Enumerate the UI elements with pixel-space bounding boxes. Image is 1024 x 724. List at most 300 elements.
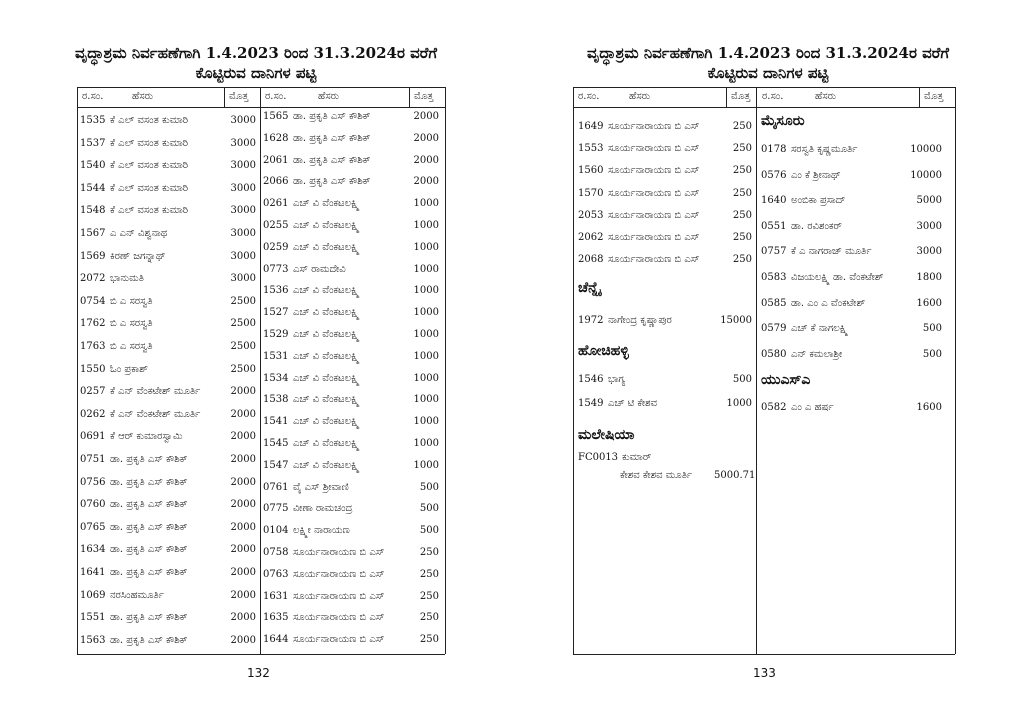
- donor-code: 0104: [263, 525, 289, 537]
- donor-amount: 1000: [726, 398, 752, 409]
- table-row: [263, 220, 439, 234]
- donor-code: 1538: [263, 394, 289, 406]
- donor-code: 0261: [263, 198, 289, 210]
- donor-code: 1551: [80, 612, 106, 624]
- table-row: [80, 477, 256, 491]
- donor-code: 1541: [263, 416, 289, 428]
- donor-amount: 2500: [230, 295, 256, 307]
- donor-name: ವಿಜಯಲಕ್ಷ್ಮಿ ಡಾ. ವೆಂಕಟೇಶ್: [791, 272, 884, 283]
- donor-code: 2072: [80, 273, 106, 285]
- donor-name: ಎಚ್ ಟಿ ಕೇಶವ: [608, 398, 658, 409]
- donor-amount: 3000: [230, 115, 256, 126]
- donor-amount: 250: [732, 232, 752, 243]
- donor-amount: 250: [732, 209, 752, 221]
- header-name: ಹೆಸರು: [815, 91, 837, 102]
- donor-name: ಡಾ. ಪ್ರಕೃತಿ ಎಸ್ ಕೌಶಿಕ್: [110, 634, 188, 646]
- donor-code: 1550: [80, 363, 106, 375]
- donor-amount: 3000: [230, 273, 256, 285]
- table-row: [761, 170, 942, 184]
- table-row: [263, 285, 439, 299]
- donor-code: 1531: [263, 350, 289, 362]
- header-amount: ಮೊತ್ತ: [414, 91, 434, 102]
- donor-name: ಎಚ್ ವಿ ವೆಂಕಟಲಕ್ಷ್ಮಿ: [293, 198, 360, 210]
- donor-amount: 250: [732, 121, 752, 132]
- header-code: ರ.ಸಂ.: [82, 91, 104, 102]
- table-row: [578, 315, 752, 329]
- donor-code: 1527: [263, 307, 289, 319]
- donor-amount: 3000: [230, 228, 256, 239]
- donor-code: 1553: [578, 143, 604, 155]
- page-number: 133: [753, 666, 776, 680]
- donor-code: 2053: [578, 209, 604, 221]
- donor-amount: 250: [419, 612, 439, 624]
- donor-code: 1547: [263, 459, 289, 471]
- table-row: [263, 307, 439, 321]
- donor-amount: 1000: [413, 285, 439, 297]
- donor-name: ಎಚ್ ವಿ ವೆಂಕಟಲಕ್ಷ್ಮಿ: [293, 350, 360, 362]
- table-row: [80, 296, 256, 310]
- donor-code: 0582: [761, 402, 787, 413]
- donor-amount: 1000: [413, 329, 439, 340]
- donor-code: 2066: [263, 176, 289, 188]
- table-row: [80, 318, 256, 332]
- table-row: [80, 635, 256, 649]
- donor-amount: 2500: [230, 341, 256, 352]
- table-row: [263, 198, 439, 212]
- donor-amount: 1000: [413, 350, 439, 362]
- table-row: [263, 394, 439, 408]
- header-amount: ಮೊತ್ತ: [924, 91, 944, 102]
- table-row: [80, 544, 256, 558]
- donor-code: 1634: [80, 544, 106, 556]
- donor-name: ಎ ಎನ್ ವಿಶ್ವನಾಥ: [110, 228, 168, 239]
- table-row: [761, 402, 942, 416]
- table-row: [263, 133, 439, 147]
- table-row: [80, 228, 256, 242]
- donor-code: 0178: [761, 144, 787, 155]
- table-row: [263, 242, 439, 256]
- donor-amount: 1000: [413, 416, 439, 428]
- donor-code: 1529: [263, 329, 289, 340]
- donor-amount: 3000: [230, 182, 256, 194]
- donor-name: ಎನ್ ಕಮಲಾಶ್ರೀ: [791, 348, 843, 360]
- donor-name: ಲಕ್ಷ್ಮೀ ನಾರಾಯಣ: [293, 525, 350, 537]
- table-row: [80, 454, 256, 468]
- donor-name: ಓಂ ಪ್ರಕಾಶ್: [110, 363, 148, 375]
- table-row: [578, 143, 752, 157]
- donor-name: ಬಿ ಎ ಸರಸ್ವತಿ: [110, 318, 153, 330]
- donor-code: 0585: [761, 297, 787, 309]
- header-amount: ಮೊತ್ತ: [229, 91, 249, 102]
- donor-amount: 2500: [230, 363, 256, 375]
- donor-amount: 3000: [230, 205, 256, 217]
- donor-name: ಸೂರ್ಯನಾರಾಯಣ ಬಿ ಎಸ್: [293, 547, 385, 558]
- donor-amount: 500: [419, 481, 439, 493]
- table-row: [80, 522, 256, 536]
- section-heading-mysore: ಮೈಸೂರು: [761, 113, 805, 129]
- donor-name: ಎಚ್ ಕೆ ನಾಗಲಕ್ಷ್ಮಿ: [791, 323, 849, 335]
- donor-amount: 1000: [413, 198, 439, 210]
- section-heading-hochihalli: ಹೋಚಿಹಳ್ಳಿ: [578, 343, 629, 359]
- donor-code: 1649: [578, 121, 604, 132]
- table-top-rule: [77, 87, 445, 88]
- donor-name: ಕೆ ಎಲ್ ವಸಂತ ಕುಮಾರಿ: [110, 137, 189, 149]
- donor-name: ಕಿರಣ್ ಜಗನ್ನಾಥ್: [110, 250, 166, 262]
- table-row: [578, 121, 752, 135]
- donor-name: ಕುಮಾರ್: [622, 452, 652, 463]
- donor-amount: 500: [922, 348, 942, 360]
- donor-name: ಡಾ. ರವಿಶಂಕರ್: [791, 220, 842, 232]
- donor-code: 2062: [578, 232, 604, 243]
- table-row: [263, 111, 439, 125]
- donor-amount: 3000: [916, 246, 942, 258]
- table-row: [761, 246, 942, 260]
- table-header-rule: [77, 107, 445, 108]
- donor-name: ಸೂರ್ಯನಾರಾಯಣ ಬಿ ಎಸ್: [608, 121, 700, 132]
- donor-name: ಡಾ. ಪ್ರಕೃತಿ ಎಸ್ ಕೌಶಿಕ್: [110, 454, 188, 465]
- donor-amount: 500: [732, 374, 752, 385]
- donor-code: 1972: [578, 315, 604, 326]
- table-row: [80, 364, 256, 378]
- donor-name: ಡಾ. ಪ್ರಕೃತಿ ಎಸ್ ಕೌಶಿಕ್: [110, 544, 188, 556]
- table-row: [263, 547, 439, 561]
- donor-amount: 500: [419, 503, 439, 515]
- donor-code: 0583: [761, 272, 787, 283]
- table-row: [263, 591, 439, 605]
- donor-code: 0760: [80, 499, 106, 511]
- header-divider: [919, 87, 920, 107]
- donor-code: 1537: [80, 137, 106, 149]
- donor-name: ಬಿ ಎ ಸರಸ್ವತಿ: [110, 341, 153, 352]
- donor-name: ಎಂ ಎ ಹರ್ಷ: [791, 402, 834, 413]
- section-heading-malaysia: ಮಲೇಷಿಯಾ: [578, 427, 635, 443]
- table-row: [80, 567, 256, 581]
- donor-code: 1548: [80, 205, 106, 217]
- donor-code: 1762: [80, 318, 106, 330]
- donor-name: ಡಾ. ಪ್ರಕೃತಿ ಎಸ್ ಕೌಶಿಕ್: [293, 111, 371, 122]
- table-row: [80, 160, 256, 174]
- donor-name: ಎಚ್ ವಿ ವೆಂಕಟಲಕ್ಷ್ಮಿ: [293, 459, 360, 471]
- table-row: [80, 431, 256, 445]
- donor-amount: 1000: [413, 263, 439, 275]
- page-title: ವೃದ್ಧಾಶ್ರಮ ನಿರ್ವಹಣೆಗಾಗಿ 1.4.2023 ರಿಂದ 31.3.2024ರ ವರೆಗೆ: [586, 44, 950, 62]
- donor-amount: 2000: [230, 408, 256, 420]
- table-row: [263, 525, 439, 539]
- donor-name: ಅಂಬಿಕಾ ಪ್ರಸಾದ್: [791, 195, 846, 207]
- header-code: ರ.ಸಂ.: [762, 91, 784, 102]
- donor-code: 0751: [80, 454, 106, 465]
- table-row: [761, 298, 942, 312]
- donor-amount: 2000: [230, 521, 256, 533]
- donor-code: 0756: [80, 476, 106, 488]
- donor-name: ಕೆ ಎ ನಾಗರಾಜ್ ಮೂರ್ತಿ: [791, 246, 872, 258]
- donor-code: 0763: [263, 568, 289, 580]
- table-row: [578, 210, 752, 224]
- table-left-border: [573, 87, 574, 654]
- donor-code: 0551: [761, 220, 787, 232]
- donor-code: 1628: [263, 132, 289, 144]
- donor-name: ಡಾ. ಪ್ರಕೃತಿ ಎಸ್ ಕೌಶಿಕ್: [293, 154, 371, 166]
- table-row: [263, 176, 439, 190]
- page-subtitle: ಕೊಟ್ಟಿರುವ ದಾನಿಗಳ ಪಟ್ಟಿ: [195, 64, 317, 82]
- donor-name: ಡಾ. ಪ್ರಕೃತಿ ಎಸ್ ಕೌಶಿಕ್: [110, 499, 188, 511]
- donor-name: ಡಾ. ಪ್ರಕೃತಿ ಎಸ್ ಕೌಶಿಕ್: [110, 612, 188, 624]
- table-row: [578, 254, 752, 268]
- donor-amount: 500: [419, 525, 439, 537]
- table-row: [80, 115, 256, 129]
- donor-name: ಎಚ್ ವಿ ವೆಂಕಟಲಕ್ಷ್ಮಿ: [293, 329, 360, 340]
- header-divider: [224, 87, 225, 107]
- donor-amount: 250: [419, 547, 439, 558]
- donor-amount: 1600: [916, 297, 942, 309]
- donor-amount: 2000: [230, 634, 256, 646]
- donor-code: 2068: [578, 254, 604, 266]
- table-row: [263, 329, 439, 343]
- table-row: [761, 349, 942, 363]
- donor-amount: 250: [419, 590, 439, 602]
- table-row: [263, 569, 439, 583]
- donor-code: 1535: [80, 115, 106, 126]
- donor-amount: 2000: [413, 154, 439, 166]
- table-row: [761, 323, 942, 337]
- page-title: ವೃದ್ಧಾಶ್ರಮ ನಿರ್ವಹಣೆಗಾಗಿ 1.4.2023 ರಿಂದ 31.3.2024ರ ವರೆಗೆ: [74, 44, 438, 62]
- header-name: ಹೆಸರು: [132, 91, 154, 102]
- donor-name: ಎಸ್ ರಾಮದೇವಿ: [293, 263, 346, 275]
- donor-code: 1549: [578, 398, 604, 409]
- donor-name: ಬಿ ಎ ಸರಸ್ವತಿ: [110, 295, 153, 307]
- donor-name: ಸೂರ್ಯನಾರಾಯಣ ಬಿ ಎಸ್: [608, 187, 700, 199]
- table-row: [761, 195, 942, 209]
- donor-name: ಕೆ ಎನ್ ವೆಂಕಟೇಶ್ ಮೂರ್ತಿ: [110, 386, 201, 398]
- table-row: [263, 264, 439, 278]
- table-row: [80, 590, 256, 604]
- table-row: [80, 612, 256, 626]
- donor-code: 0754: [80, 295, 106, 307]
- donor-code: 0758: [263, 547, 289, 558]
- donor-name: ಸೂರ್ಯನಾರಾಯಣ ಬಿ ಎಸ್: [293, 612, 385, 624]
- donor-name: ನಾಗೇಂದ್ರ ಕೃಷ್ಣಾಪುರ: [608, 315, 672, 326]
- donor-name: ಕೇಶವ ಕೇಶವ ಮೂರ್ತಿ: [620, 470, 693, 481]
- donor-name: ಸೂರ್ಯನಾರಾಯಣ ಬಿ ಎಸ್: [293, 634, 385, 646]
- donor-name: ಕೆ ಆರ್ ಕುಮಾರಸ್ವಾಮಿ: [110, 431, 183, 443]
- table-row: [80, 273, 256, 287]
- table-row: [578, 398, 752, 412]
- donor-code: 1567: [80, 228, 106, 239]
- header-amount: ಮೊತ್ತ: [731, 91, 751, 102]
- donor-code: 0259: [263, 241, 289, 253]
- donor-code: 0765: [80, 521, 106, 533]
- table-row: [80, 409, 256, 423]
- donor-code: 0255: [263, 220, 289, 231]
- donor-amount: 3000: [916, 220, 942, 232]
- table-row: [80, 183, 256, 197]
- donor-amount: 2000: [413, 111, 439, 122]
- donor-code: 1536: [263, 285, 289, 297]
- donor-code: 1069: [80, 589, 106, 601]
- donor-amount: 1000: [413, 307, 439, 319]
- donor-amount: 2000: [230, 454, 256, 465]
- table-row: [80, 205, 256, 219]
- donor-name: ಸೂರ್ಯನಾರಾಯಣ ಬಿ ಎಸ್: [293, 568, 385, 580]
- header-code: ರ.ಸಂ.: [265, 91, 287, 102]
- donor-amount: 1800: [916, 272, 942, 283]
- donor-name: ಡಾ. ಪ್ರಕೃತಿ ಎಸ್ ಕೌಶಿಕ್: [293, 132, 371, 144]
- table-row: [80, 251, 256, 265]
- donor-code: 0579: [761, 323, 787, 335]
- donor-code: 0576: [761, 169, 787, 181]
- table-row: [80, 386, 256, 400]
- donor-code: 1563: [80, 634, 106, 646]
- donor-amount: 1600: [916, 402, 942, 413]
- donor-name: ಸೂರ್ಯನಾರಾಯಣ ಬಿ ಎಸ್: [608, 232, 700, 243]
- donor-name: ಸೂರ್ಯನಾರಾಯಣ ಬಿ ಎಸ್: [293, 590, 385, 602]
- donor-code: 0773: [263, 263, 289, 275]
- section-heading-usa: ಯುಎಸ್ಎ: [761, 372, 811, 388]
- donor-name: ಕೆ ಎಲ್ ವಸಂತ ಕುಮಾರಿ: [110, 205, 189, 217]
- donor-amount: 250: [732, 165, 752, 177]
- donor-code: 0761: [263, 481, 289, 493]
- column-divider: [756, 87, 757, 654]
- donor-code: 1569: [80, 250, 106, 262]
- donor-name: ಎಚ್ ವಿ ವೆಂಕಟಲಕ್ಷ್ಮಿ: [293, 372, 360, 384]
- donor-amount: 1000: [413, 241, 439, 253]
- donor-name: ಕೆ ಎಲ್ ವಸಂತ ಕುಮಾರಿ: [110, 115, 189, 126]
- donor-code: 1540: [80, 160, 106, 172]
- donor-amount: 1000: [413, 459, 439, 471]
- donor-code: FC0013: [578, 452, 619, 463]
- table-row: [263, 351, 439, 365]
- donor-code: 1641: [80, 567, 106, 578]
- column-divider: [260, 87, 261, 654]
- donor-name: ಡಾ. ಪ್ರಕೃತಿ ಎಸ್ ಕೌಶಿಕ್: [293, 176, 371, 188]
- donor-name: ಡಾ. ಎಂ ಎ ವೆಂಕಟೇಶ್: [791, 297, 866, 309]
- donor-name: ಸೂರ್ಯನಾರಾಯಣ ಬಿ ಎಸ್: [608, 165, 700, 177]
- header-divider: [726, 87, 727, 107]
- donor-amount: 1000: [413, 372, 439, 384]
- header-code: ರ.ಸಂ.: [578, 91, 600, 102]
- donor-code: 1560: [578, 165, 604, 177]
- donor-amount: 250: [732, 187, 752, 199]
- donor-name: ಕೆ ಎಲ್ ವಸಂತ ಕುಮಾರಿ: [110, 160, 189, 172]
- donor-amount: 2000: [230, 589, 256, 601]
- donor-amount: 3000: [230, 250, 256, 262]
- table-right-border: [955, 87, 956, 654]
- table-row: [761, 144, 942, 158]
- donor-name: ಎಚ್ ವಿ ವೆಂಕಟಲಕ್ಷ್ಮಿ: [293, 220, 360, 231]
- donor-code: 0257: [80, 386, 106, 398]
- page-number: 132: [247, 666, 270, 680]
- donor-name: ಸೂರ್ಯನಾರಾಯಣ ಬಿ ಎಸ್: [608, 209, 700, 221]
- table-row: [80, 499, 256, 513]
- donor-amount: 2000: [413, 176, 439, 188]
- donor-amount: 2000: [230, 476, 256, 488]
- right-page: [512, 0, 1024, 724]
- donor-name: ಕೆ ಎನ್ ವೆಂಕಟೇಶ್ ಮೂರ್ತಿ: [110, 408, 201, 420]
- table-row: [578, 188, 752, 202]
- donor-amount: 250: [732, 143, 752, 155]
- donor-name: ವೀಣಾ ರಾಮಚಂದ್ರ: [293, 503, 353, 515]
- page-subtitle: ಕೊಟ್ಟಿರುವ ದಾನಿಗಳ ಪಟ್ಟಿ: [707, 64, 829, 82]
- table-row: [80, 138, 256, 152]
- donor-amount: 2000: [230, 544, 256, 556]
- donor-code: 1544: [80, 182, 106, 194]
- table-left-border: [77, 87, 78, 654]
- donor-name: ಭಾನುಮತಿ: [110, 273, 144, 285]
- table-row: [263, 634, 439, 648]
- donor-amount: 3000: [230, 137, 256, 149]
- donor-amount: 2000: [230, 431, 256, 443]
- table-bottom-rule: [77, 654, 445, 655]
- donor-amount: 10000: [910, 144, 942, 155]
- donor-name: ವೈ ಎಸ್ ಶ್ರೀವಾಣಿ: [293, 481, 349, 493]
- donor-name: ನರಸಿಂಹಮೂರ್ತಿ: [110, 589, 164, 601]
- donor-code: 1635: [263, 612, 289, 624]
- table-row: [263, 460, 439, 474]
- donor-name: ಎಂ ಕೆ ಶ್ರೀನಾಥ್: [791, 169, 841, 181]
- table-bottom-rule: [573, 654, 955, 655]
- donor-code: 1631: [263, 590, 289, 602]
- donor-name: ಎಚ್ ವಿ ವೆಂಕಟಲಕ್ಷ್ಮಿ: [293, 394, 360, 406]
- donor-name: ಎಚ್ ವಿ ವೆಂಕಟಲಕ್ಷ್ಮಿ: [293, 241, 360, 253]
- table-row: [761, 272, 942, 286]
- donor-code: 2061: [263, 154, 289, 166]
- section-heading-chennai: ಚೆನ್ನೈ: [578, 280, 601, 296]
- table-header-rule: [573, 107, 955, 108]
- donor-name: ಕೆ ಎಲ್ ವಸಂತ ಕುಮಾರಿ: [110, 182, 189, 194]
- donor-amount: 2000: [413, 132, 439, 144]
- donor-amount: 1000: [413, 438, 439, 449]
- donor-amount: 1000: [413, 394, 439, 406]
- donor-amount: 250: [732, 254, 752, 266]
- donor-code: 0262: [80, 408, 106, 420]
- table-row: [263, 416, 439, 430]
- header-divider: [409, 87, 410, 107]
- table-row: [263, 612, 439, 626]
- donor-name: ಸೂರ್ಯನಾರಾಯಣ ಬಿ ಎಸ್: [608, 254, 700, 266]
- table-row: [263, 438, 439, 452]
- donor-name: ಎಚ್ ವಿ ವೆಂಕಟಲಕ್ಷ್ಮಿ: [293, 307, 360, 319]
- table-row: [578, 165, 752, 179]
- table-right-border: [445, 87, 446, 654]
- donor-name: ಎಚ್ ವಿ ವೆಂಕಟಲಕ್ಷ್ಮಿ: [293, 285, 360, 297]
- table-row: [578, 232, 752, 246]
- donor-code: 1570: [578, 187, 604, 199]
- donor-amount: 500: [922, 323, 942, 335]
- donor-code: 0691: [80, 431, 106, 443]
- header-name: ಹೆಸರು: [629, 91, 651, 102]
- donor-amount: 2000: [230, 567, 256, 578]
- table-row: [263, 503, 439, 517]
- donor-name: ಡಾ. ಪ್ರಕೃತಿ ಎಸ್ ಕೌಶಿಕ್: [110, 476, 188, 488]
- donor-code: 1763: [80, 341, 106, 352]
- donor-code: 0580: [761, 348, 787, 360]
- donor-amount: 2000: [230, 499, 256, 511]
- donor-code: 1640: [761, 195, 787, 207]
- table-row: [578, 374, 752, 388]
- donor-amount: 2000: [230, 612, 256, 624]
- donor-amount: 3000: [230, 160, 256, 172]
- donor-code: 1644: [263, 634, 289, 646]
- table-row: [263, 155, 439, 169]
- donor-amount: 10000: [910, 169, 942, 181]
- donor-name: ಸರಸ್ವತಿ ಕೃಷ್ಣಮೂರ್ತಿ: [791, 144, 858, 155]
- donor-name: ಸೂರ್ಯನಾರಾಯಣ ಬಿ ಎಸ್: [608, 143, 700, 155]
- donor-code: 0757: [761, 246, 787, 258]
- donor-name: ಡಾ. ಪ್ರಕೃತಿ ಎಸ್ ಕೌಶಿಕ್: [110, 567, 188, 578]
- donor-name: ಎಚ್ ವಿ ವೆಂಕಟಲಕ್ಷ್ಮಿ: [293, 416, 360, 428]
- table-top-rule: [573, 87, 955, 88]
- donor-amount: 5000.71: [714, 470, 756, 481]
